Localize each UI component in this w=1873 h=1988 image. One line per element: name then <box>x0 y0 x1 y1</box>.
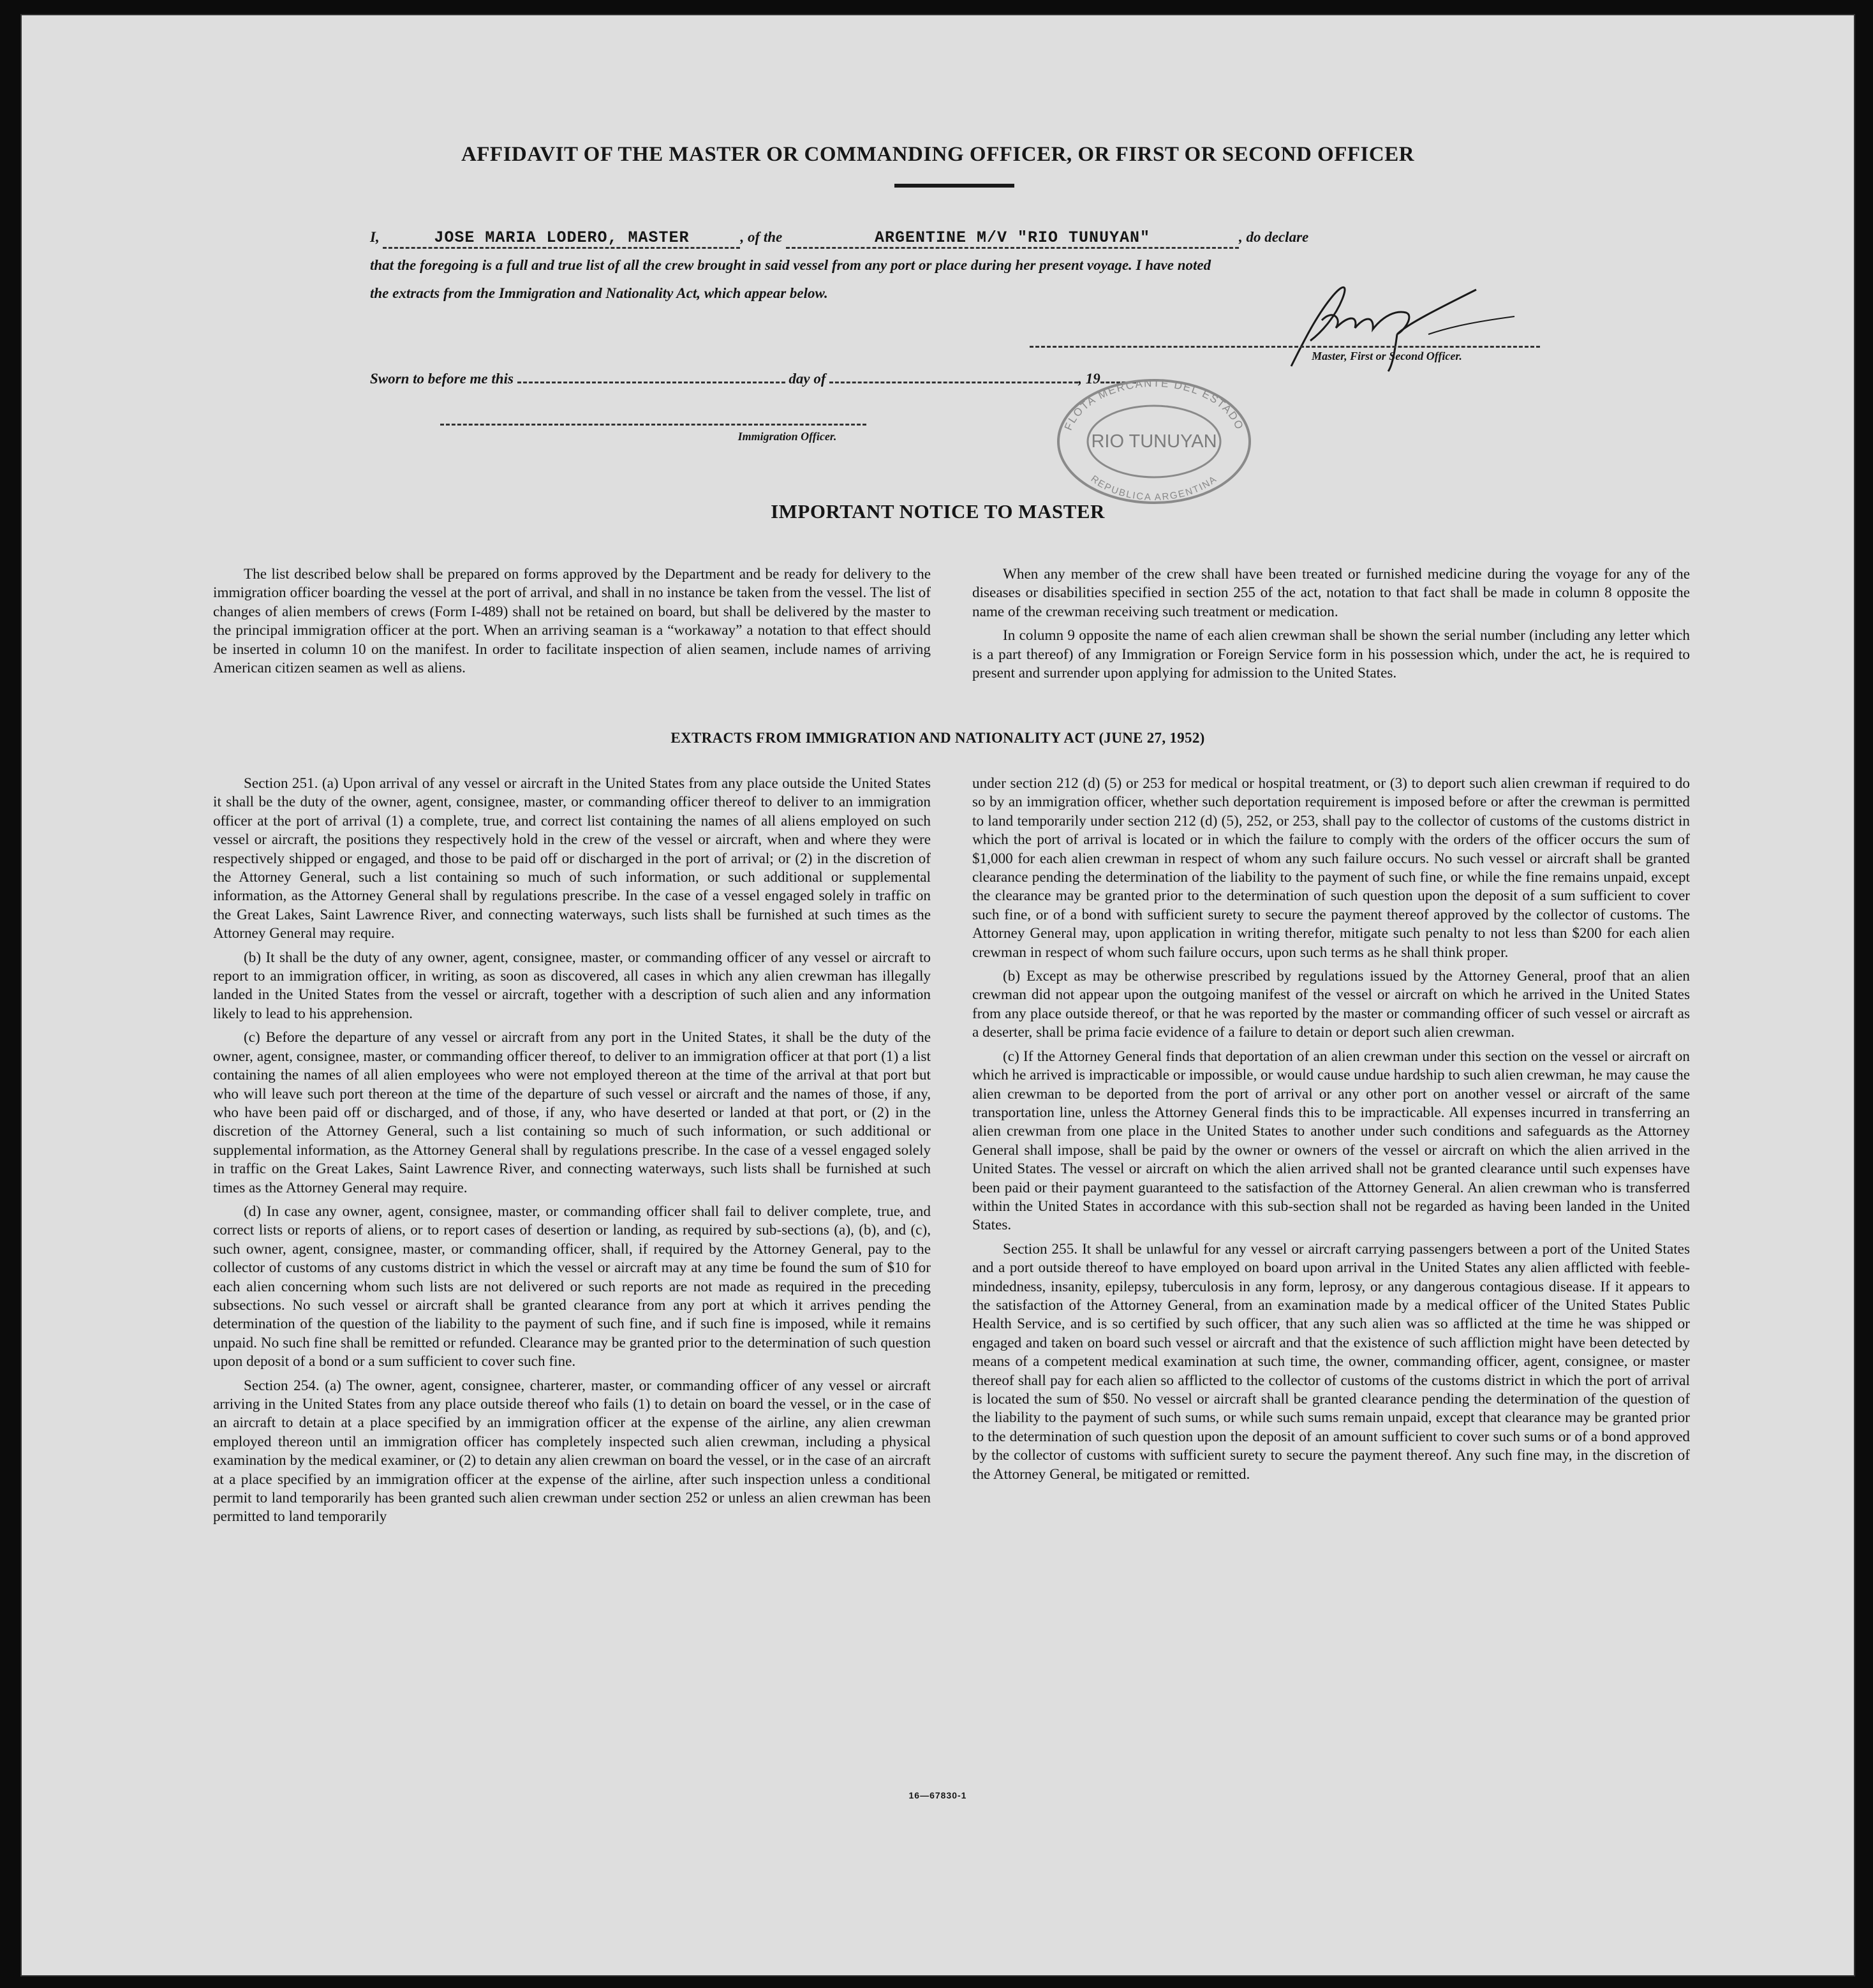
title-underline <box>894 184 1014 188</box>
section-251-a: Section 251. (a) Upon arrival of any vessel or aircraft in the United States from any place outside the United States it shall be the duty of the owner, agent, consignee, master, or commanding officer thereof to deliver to an immigration officer at the port of arrival (1) a complete, true, and correct list containing the names of all aliens employed on such vessel or aircraft, the positions they respectively hold in the crew of the vessel or aircraft, when and where they were respectively shipped or engaged, and those to be paid off or discharged in the port of arrival; or (2) in the discretion of the Attorney General, such a list containing so much of such information, or such additional or supplemental information, as the Attorney General shall by regulations prescribe. In the case of a vessel engaged solely in traffic on the Great Lakes, Saint Lawrence River, and connecting waterways, such lists shall be furnished at such times as the Attorney General may require. <box>213 775 931 942</box>
affidavit-page <box>20 14 1855 1977</box>
declaration-line-1 <box>370 223 1544 251</box>
section-254-c: (c) If the Attorney General finds that deportation of an alien crewman under this section on the vessel or aircraft on which he arrived is impracticable or impossible, or would cause undue hardship to such alien crewman, he may cause the alien crewman to be deported from the port of arrival or any other port on another vessel or aircraft of the same transportation line, unless the Attorney General finds this to be impracticable. All expenses incurred in transferring an alien crewman from one place in the United States to another under such conditions and safeguards as the Attorney General shall impose, shall be paid by the owner or owners of the vessel or aircraft on which the alien arrived in the United States. The vessel or aircraft on which the alien arrived shall not be granted clearance until such expenses have been paid or their payment guaranteed to the satisfaction of the Attorney General. An alien crewman who is transferred within the United States in accordance with this sub-section shall not be regarded as having been landed in the United States. <box>972 1048 1690 1234</box>
do-declare-label: , do declare <box>1239 229 1309 245</box>
sworn-month-field[interactable] <box>829 370 1078 383</box>
declaration-line-2: that the foregoing is a full and true list of all the crew brought in said vessel from any port or place during her present voyage. I have noted <box>370 257 1211 273</box>
stamp-center-text: RIO TUNUYAN <box>1091 431 1217 452</box>
section-251-b: (b) It shall be the duty of any owner, agent, consignee, master, or commanding officer of any vessel or aircraft to report to an immigration officer, in writing, as soon as discovered, all cases in which any alien crewman has illegally landed in the United States from the vessel or aircraft, together with a description of such alien and any information likely to lead to his apprehension. <box>213 949 931 1022</box>
notice-paragraph: In column 9 opposite the name of each alien crewman shall be shown the serial number (including any letter which is a part thereof) of any Immigration or Foreign Service form in his possession which, under the act, he is required to present and surrender upon applying for admission to the United States. <box>972 627 1690 682</box>
section-251-c: (c) Before the departure of any vessel or aircraft from any port in the United States, it shall be the duty of the owner, agent, consignee, master, or commanding officer thereof, to deliver to an immigration officer at that port (1) a list containing the names of all alien employees who were not employed thereon at the time of the arrival at that port but who will leave such port thereon at the time of the departure of such vessel or aircraft and the names of those, if any, who have been paid off or discharged, and of those, if any, who have deserted or landed at that port, or (2) in the discretion of the Attorney General, such a list containing so much of such information, or such additional or supplemental information, as the Attorney General shall by regulations prescribe. In the case of a vessel engaged solely in traffic on the Great Lakes, Saint Lawrence River, and connecting waterways, such lists shall be furnished at such times as the Attorney General may require. <box>213 1029 931 1196</box>
immigration-officer-signature-line[interactable] <box>440 424 866 426</box>
stamp-top-text: FLOTA MERCANTE DEL ESTADO <box>1062 376 1247 433</box>
section-255: Section 255. It shall be unlawful for any vessel or aircraft carrying passengers between a port of the United States and a port outside thereof to have employed on board upon arrival in the United States any alien afflicted with feeble-mindedness, insanity, epilepsy, tuberculosis in any form, leprosy, or any dangerous contagious disease. If it appears to the satisfaction of the Attorney General, from an examination made by a medical officer of the United States Public Health Service, and is so certified by such officer, that any such alien was so afflicted at the time he was shipped or engaged and taken on board such vessel or aircraft and that the existence of such affliction might have been detected by means of a competent medical examination at such time, the owner, commanding officer, agent, consignee, or master thereof shall pay for each alien so afflicted to the collector of customs of the customs district in which the port of arrival is located the sum of $50. No vessel or aircraft shall be granted clearance pending the determination of the question of the liability to the payment of such sums, or while such sums remain unpaid, except that clearance may be granted prior to the determination of such question upon the deposit of an amount sufficient to cover such sums or of a bond approved by the collector of customs with sufficient surety to secure the payment thereof. Any such fine may, in the discretion of the Attorney General, be mitigated or remitted. <box>972 1240 1690 1483</box>
section-251-d: (d) In case any owner, agent, consignee, master, or commanding officer shall fail to deliver complete, true, and correct lists or reports of aliens, or to report cases of desertion or landing, as required by sub-sections (a), (b), and (c), such owner, agent, consignee, master, or commanding officer, shall, if required by the Attorney General, pay to the collector of customs of any customs district in which the vessel or aircraft may at any time be found the sum of $10 for each alien concerning whom such lists are not delivered or such reports are not made as required in the preceding subsections. No such vessel or aircraft shall be granted clearance from any port at which it arrives pending the determination of the question of the liability to the payment of such fine, and if such fine is imposed, while it remains unpaid. No such fine shall be remitted or refunded. Clearance may be granted prior to the determination of such question upon deposit of a bond or a sum sufficient to cover such fine. <box>213 1203 931 1370</box>
notice-left-column <box>213 565 931 683</box>
notice-title: IMPORTANT NOTICE TO MASTER <box>771 500 1105 523</box>
extracts-left-column <box>213 775 931 1532</box>
form-number: 16—67830-1 <box>908 1790 967 1800</box>
master-signature-line <box>1030 346 1540 348</box>
day-of-label: day of <box>788 371 826 387</box>
svg-text:FLOTA MERCANTE DEL ESTADO <box>1062 377 1246 432</box>
notice-right-column <box>972 565 1690 688</box>
section-254-a-continued: under section 212 (d) (5) or 253 for medical or hospital treatment, or (3) to deport such alien crewman if required to do so by an immigration officer, whether such deportation requirement is imposed before or after the crewman is permitted to land temporarily under section 212 (d) (5), 252, or 253, shall pay to the collector of customs of the customs district in which the port of arrival is located or in which the failure to comply with the orders of the officer occurs the sum of $1,000 for each alien crewman in respect of whom any such failure occurs. No such vessel or aircraft shall be granted clearance pending the determination of the liability to the payment of such fine, or while the fine remains unpaid, except the clearance may be granted prior to the determination of such question upon the deposit of a sum sufficient to cover such fine, or of a bond with sufficient surety to secure the payment thereof approved by the collector of customs. The Attorney General may, upon application in writing therefor, mitigate such penalty to not less than $200 for each alien crewman in respect of whom such failure occurs, upon such terms as he shall think proper. <box>972 775 1690 961</box>
master-name-field[interactable]: JOSE MARIA LODERO, MASTER <box>383 229 740 249</box>
section-254-a: Section 254. (a) The owner, agent, consignee, charterer, master, or commanding officer of any vessel or aircraft arriving in the United States from any place outside thereof who fails (1) to detain on board the vessel, or in the case of an aircraft to detain at a place specified by an immigration officer at the expense of the airline, any alien crewman employed thereon until an immigration officer has completely inspected such alien crewman, including a physical examination by the medical examiner, or (2) to detain any alien crewman on board the vessel, or in the case of an aircraft at a place specified by an immigration officer at the expense of the airline, after such inspection unless a conditional permit to land temporarily has been granted such alien crewman under section 252 or unless an alien crewman has been permitted to land temporarily <box>213 1377 931 1525</box>
sworn-day-field[interactable] <box>517 370 785 383</box>
extracts-right-column <box>972 775 1690 1489</box>
sworn-label: Sworn to before me this <box>370 371 514 387</box>
vessel-name-field[interactable]: ARGENTINE M/V "RIO TUNUYAN" <box>786 229 1239 249</box>
immigration-officer-caption: Immigration Officer. <box>737 430 837 443</box>
of-the-label: , of the <box>740 229 783 245</box>
declaration-line-3: the extracts from the Immigration and Nationality Act, which appear below. <box>370 285 828 301</box>
i-label: I, <box>370 229 380 245</box>
notice-paragraph: The list described below shall be prepared on forms approved by the Department and be ready for delivery to the immigration officer boarding the vessel at the port of arrival, and shall in no instance be taken from the vessel. The list of changes of alien members of crews (Form I-489) shall not be retained on board, but shall be delivered by the master to the principal immigration officer at the port. When an arriving seaman is a “workaway” a notation to that effect should be inserted in column 10 on the manifest. In order to facilitate inspection of alien seamen, include names of arriving American citizen seamen as well as aliens. <box>213 566 931 677</box>
extracts-title: EXTRACTS FROM IMMIGRATION AND NATIONALITY ACT (JUNE 27, 1952) <box>670 730 1205 746</box>
notice-paragraph: When any member of the crew shall have been treated or furnished medicine during the voyage for any of the diseases or disabilities specified in section 255 of the act, notation to that fact shall be made in column 8 opposite the name of the crewman receiving such treatment or medication. <box>972 566 1690 620</box>
master-signature-caption: Master, First or Second Officer. <box>1312 350 1462 362</box>
section-254-b: (b) Except as may be otherwise prescribed by regulations issued by the Attorney General, proof that an alien crewman did not appear upon the outgoing manifest of the vessel or aircraft on which he arrived in the United States from any place outside thereof, or that he was reported by the master or commanding officer of such vessel or aircraft as a deserter, shall be prima facie evidence of a failure to detain or deport such alien crewman. <box>972 968 1690 1041</box>
year-label: , 19 <box>1078 371 1100 387</box>
affidavit-title: AFFIDAVIT OF THE MASTER OR COMMANDING OFFICER, OR FIRST OR SECOND OFFICER <box>461 143 1415 166</box>
vessel-stamp <box>1049 373 1259 507</box>
stamp-bottom-text: REPUBLICA ARGENTINA <box>1088 473 1220 503</box>
